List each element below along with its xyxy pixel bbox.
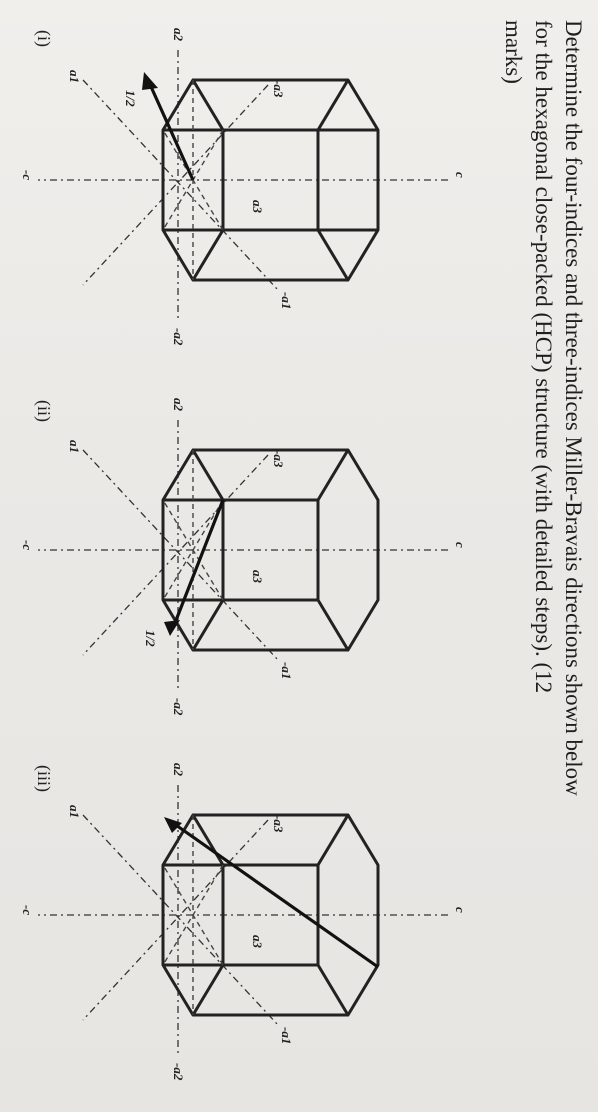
label-a2: a2 xyxy=(171,398,186,411)
label-neg-a3: -a3 xyxy=(271,450,286,468)
question-line-3: marks) xyxy=(501,20,526,84)
label-a1: a1 xyxy=(67,440,82,453)
question-line-1: Determine the four-indices and three-indices Miller-Bravais directions shown below xyxy=(561,20,586,796)
label-neg-a2: -a2 xyxy=(171,698,186,716)
label-c: c xyxy=(453,907,468,913)
label-a3: a3 xyxy=(250,935,265,948)
label-half: 1/2 xyxy=(123,90,138,107)
label-c: c xyxy=(453,172,468,178)
label-neg-a3: -a3 xyxy=(271,815,286,833)
label-neg-a1: -a1 xyxy=(279,1027,294,1045)
question-line-2: for the hexagonal close-packed (HCP) structure (with detailed steps). (12 xyxy=(531,20,556,694)
label-a1: a1 xyxy=(67,805,82,818)
direction-arrow xyxy=(142,72,193,180)
hcp-prism xyxy=(38,50,448,320)
hcp-cell-diagram-ii xyxy=(18,380,478,740)
label-a3: a3 xyxy=(250,200,265,213)
label-neg-a1: -a1 xyxy=(279,292,294,310)
label-neg-c: -c xyxy=(20,540,35,551)
label-neg-a3: -a3 xyxy=(271,80,286,98)
label-a2: a2 xyxy=(171,763,186,776)
question-text xyxy=(498,20,588,1100)
label-a1: a1 xyxy=(67,70,82,83)
label-neg-a2: -a2 xyxy=(171,328,186,346)
label-neg-c: -c xyxy=(20,170,35,181)
figure-caption: (i) xyxy=(34,30,54,47)
direction-arrow xyxy=(164,817,378,967)
hcp-prism xyxy=(38,420,448,690)
label-c: c xyxy=(453,542,468,548)
label-half: 1/2 xyxy=(143,630,158,647)
label-a2: a2 xyxy=(171,28,186,41)
figure-iii xyxy=(18,745,478,1105)
figure-caption: (iii) xyxy=(34,765,54,792)
label-neg-a2: -a2 xyxy=(171,1063,186,1081)
hcp-prism xyxy=(38,785,448,1055)
hcp-cell-diagram-i xyxy=(18,10,478,370)
hcp-cell-diagram-iii xyxy=(18,745,478,1105)
figure-i xyxy=(18,10,478,370)
label-neg-c: -c xyxy=(20,905,35,916)
figure-ii xyxy=(18,380,478,740)
label-neg-a1: -a1 xyxy=(279,662,294,680)
label-a3: a3 xyxy=(250,570,265,583)
figure-caption: (ii) xyxy=(34,400,54,422)
